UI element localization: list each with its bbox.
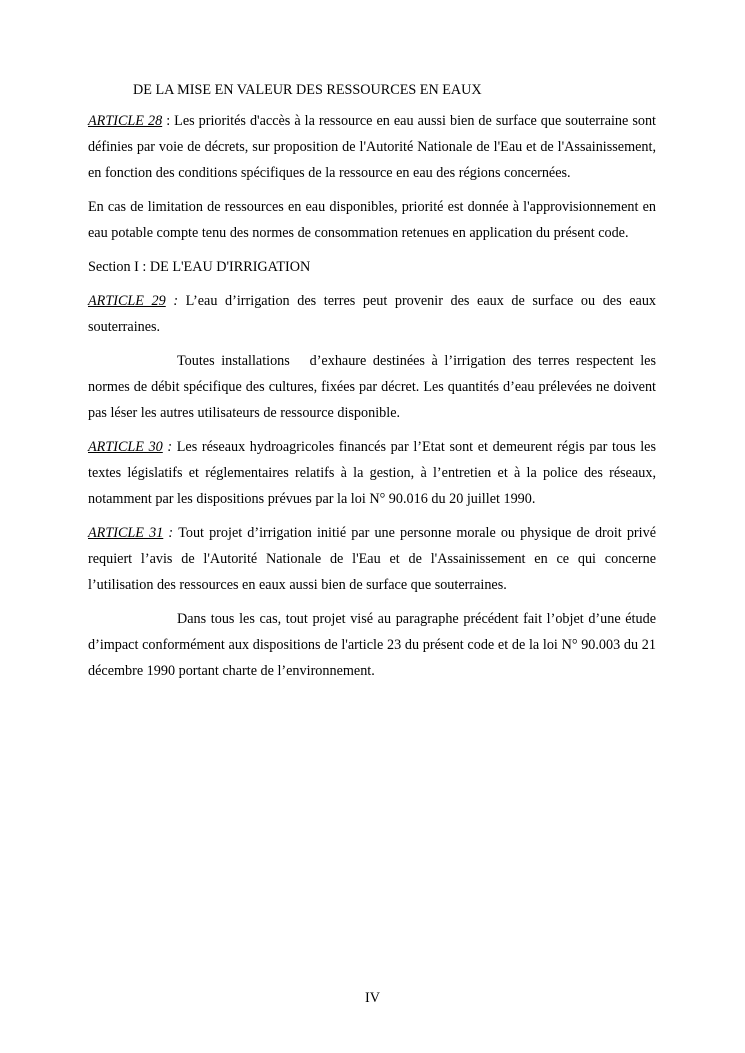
- article-29: [88, 288, 656, 340]
- paragraph-impact: Dans tous les cas, tout projet visé au paragraphe précédent fait l’objet d’une étude d’impact conformément aux dispositions de l'article 23 du présent code et de la loi N° 90.003 du 21 décembre 1990 portant charte de l’environnement.: [88, 611, 656, 679]
- article-28-text: Les priorités d'accès à la ressource en eau aussi bien de surface que souterraine sont définies par voie de décrets, sur proposition de l'Autorité Nationale de l'Eau et de l'Assainissement, en fonction des conditions spécifiques de la ressource en eau des régions concernées.: [88, 113, 656, 181]
- article-28-label: ARTICLE 28: [88, 113, 163, 129]
- article-31: [88, 520, 656, 598]
- article-31-label: ARTICLE 31: [88, 525, 164, 541]
- paragraph-installations: Toutes installations d’exhaure destinées à l’irrigation des terres respectent les normes de débit spécifique des cultures, fixées par décret. Les quantités d’eau prélevées ne doivent pas léser les autres utilisateurs de ressource disponible.: [88, 353, 660, 421]
- document-page: [88, 77, 660, 692]
- article-31-separator: :: [163, 525, 179, 541]
- article-29-text: L’eau d’irrigation des terres peut provenir des eaux de surface ou des eaux souterraines.: [88, 293, 657, 335]
- chapter-heading: DE LA MISE EN VALEUR DES RESSOURCES EN EAUX: [133, 82, 482, 98]
- article-28-separator: :: [162, 113, 175, 129]
- article-28: [88, 108, 656, 186]
- article-30-separator: :: [162, 439, 177, 455]
- paragraph-limitation: En cas de limitation de ressources en eau disponibles, priorité est donnée à l'approvisionnement en eau potable compte tenu des normes de consommation retenues en application du présent code.: [88, 199, 656, 241]
- article-30-label: ARTICLE 30: [88, 439, 163, 455]
- article-30-text: Les réseaux hydroagricoles financés par l’Etat sont et demeurent régis par tous les textes législatifs et réglementaires relatifs à la gestion, à l’entretien et à la police des réseaux, notamment par les dispositions prévues par la loi N° 90.016 du 20 juillet 1990.: [88, 439, 657, 507]
- article-30: [88, 434, 656, 512]
- page-number: IV: [365, 990, 380, 1006]
- section-heading: Section I : DE L'EAU D'IRRIGATION: [88, 259, 311, 275]
- article-31-text: Tout projet d’irrigation initié par une personne morale ou physique de droit privé requiert l’avis de l'Autorité Nationale de l'Eau et de l'Assainissement en ce qui concerne l’utilisation des ressources en eaux aussi bien de surface que souterraines.: [88, 525, 656, 593]
- article-29-separator: :: [165, 293, 186, 309]
- article-29-label: ARTICLE 29: [88, 293, 166, 309]
